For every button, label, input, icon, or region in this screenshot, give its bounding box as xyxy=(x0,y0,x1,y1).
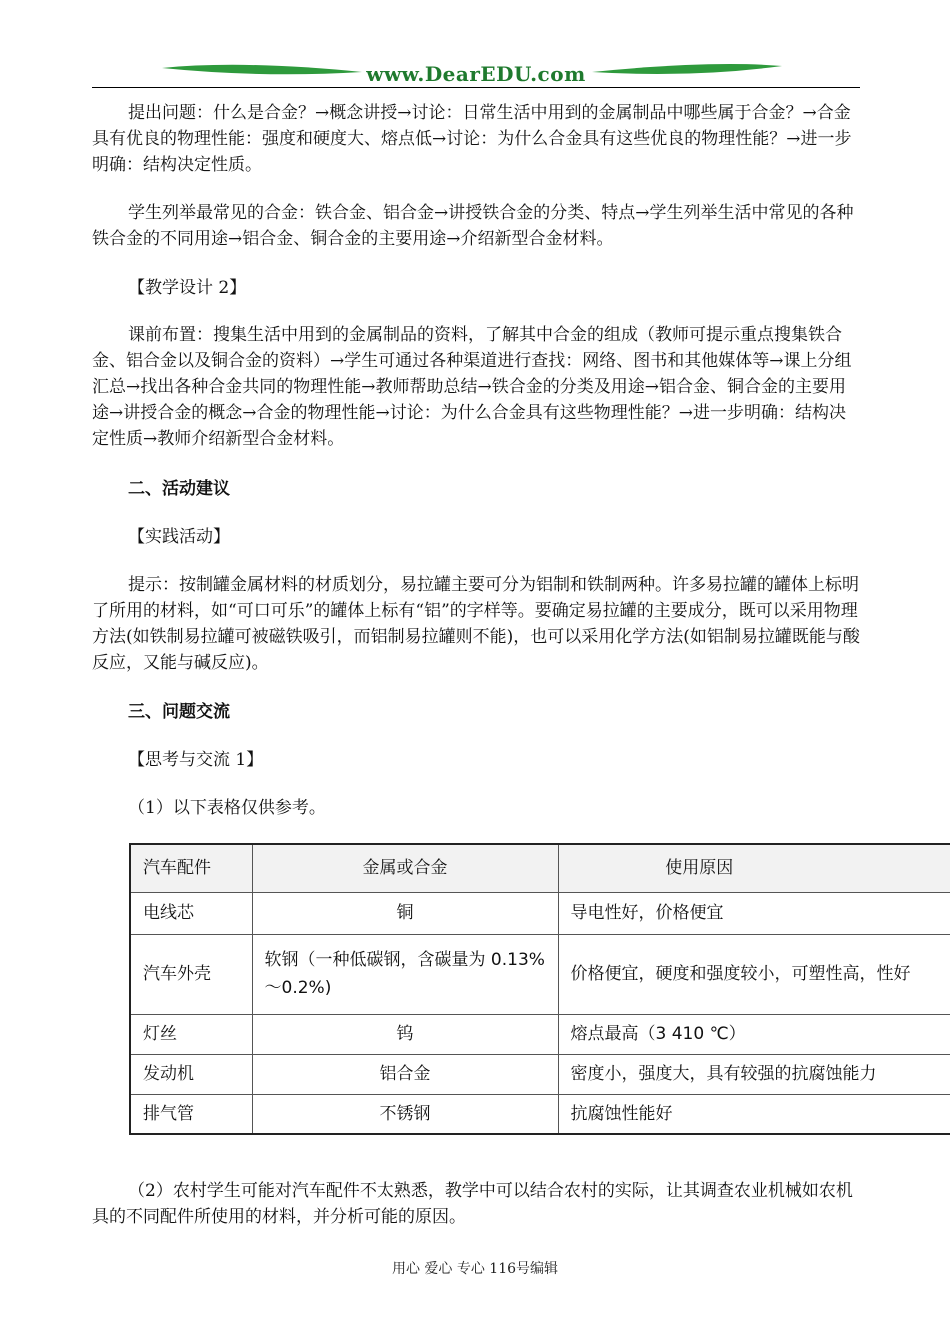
cell-metal: 钨 xyxy=(252,1014,558,1054)
cell-metal: 铜 xyxy=(252,892,558,934)
header-cell-reason: 使用原因 xyxy=(558,844,950,892)
cell-reason: 抗腐蚀性能好 xyxy=(558,1094,950,1134)
site-url: www.DearEDU.com xyxy=(366,62,586,86)
cell-part: 电线芯 xyxy=(130,892,252,934)
table-row xyxy=(130,892,950,934)
car-parts-table xyxy=(129,843,950,1135)
cell-part: 汽车外壳 xyxy=(130,934,252,1014)
site-header-logo xyxy=(92,58,860,90)
paragraph-alloy-list: 学生列举最常见的合金：铁合金、铝合金→讲授铁合金的分类、特点→学生列举生活中常见的各种铁合金的不同用途→铝合金、铜合金的主要用途→介绍新型合金材料。 xyxy=(92,203,854,249)
cell-part: 发动机 xyxy=(130,1054,252,1094)
cell-reason: 熔点最高（3 410 ℃） xyxy=(558,1014,950,1054)
paragraph-rural-note: （2）农村学生可能对汽车配件不太熟悉，教学中可以结合农村的实际，让其调查农业机械如农机具的不同配件所使用的材料，并分析可能的原因。 xyxy=(92,1181,853,1227)
header-divider xyxy=(92,87,860,88)
paragraph-design2-flow: 课前布置：搜集生活中用到的金属制品的资料，了解其中合金的组成（教师可提示重点搜集铁合金、铝合金以及铜合金的资料）→学生可通过各种渠道进行查找：网络、图书和其他媒体等→课上分组汇总→找出各种合金共同的物理性能→教师帮助总结→铁合金的分类及用途→铝合金、铜合金的主要用途→讲授合金的概念→合金的物理性能→讨论：为什么合金具有这些物理性能？→进一步明确：结构决定性质→教师介绍新型合金材料。 xyxy=(92,325,852,449)
cell-part: 灯丝 xyxy=(130,1014,252,1054)
section-heading-activities: 二、活动建议 xyxy=(128,479,230,499)
paragraph-can-hint: 提示：按制罐金属材料的材质划分，易拉罐主要可分为铝制和铁制两种。许多易拉罐的罐体上标明了所用的材料，如“可口可乐”的罐体上标有“铝”的字样等。要确定易拉罐的主要成分，既可以采用物理方法(如铁制易拉罐可被磁铁吸引，而铝制易拉罐则不能)，也可以采用化学方法(如铝制易拉罐既能与酸反应，又能与碱反应)。 xyxy=(92,575,860,673)
table-row xyxy=(130,1094,950,1134)
header-cell-part: 汽车配件 xyxy=(130,844,252,892)
section-heading-discussion: 三、问题交流 xyxy=(128,702,230,722)
table-header-row xyxy=(130,844,950,892)
cell-reason: 价格便宜，硬度和强度较小，可塑性高，性好 xyxy=(558,934,950,1014)
label-practice-activity: 【实践活动】 xyxy=(128,527,230,547)
cell-part: 排气管 xyxy=(130,1094,252,1134)
cell-metal: 软钢（一种低碳钢，含碳量为 0.13%～0.2%) xyxy=(252,934,558,1014)
label-teaching-design-2: 【教学设计 2】 xyxy=(128,278,247,298)
paragraph-table-intro: （1）以下表格仅供参考。 xyxy=(128,798,326,818)
page-footer: 用心 爱心 专心 116号编辑 xyxy=(391,1261,559,1277)
cell-metal: 铝合金 xyxy=(252,1054,558,1094)
car-parts-table-wrapper xyxy=(129,843,950,1137)
paragraph-design1-flow: 提出问题：什么是合金？→概念讲授→讨论：日常生活中用到的金属制品中哪些属于合金？→合金具有优良的物理性能：强度和硬度大、熔点低→讨论：为什么合金具有这些优良的物理性能？→进一步明确：结构决定性质。 xyxy=(92,103,852,175)
cell-reason: 导电性好，价格便宜 xyxy=(558,892,950,934)
table-row xyxy=(130,1054,950,1094)
label-think-and-discuss-1: 【思考与交流 1】 xyxy=(128,750,264,770)
cell-reason: 密度小，强度大，具有较强的抗腐蚀能力 xyxy=(558,1054,950,1094)
header-cell-metal: 金属或合金 xyxy=(252,844,558,892)
table-row xyxy=(130,1014,950,1054)
cell-metal: 不锈钢 xyxy=(252,1094,558,1134)
table-row xyxy=(130,934,950,1014)
